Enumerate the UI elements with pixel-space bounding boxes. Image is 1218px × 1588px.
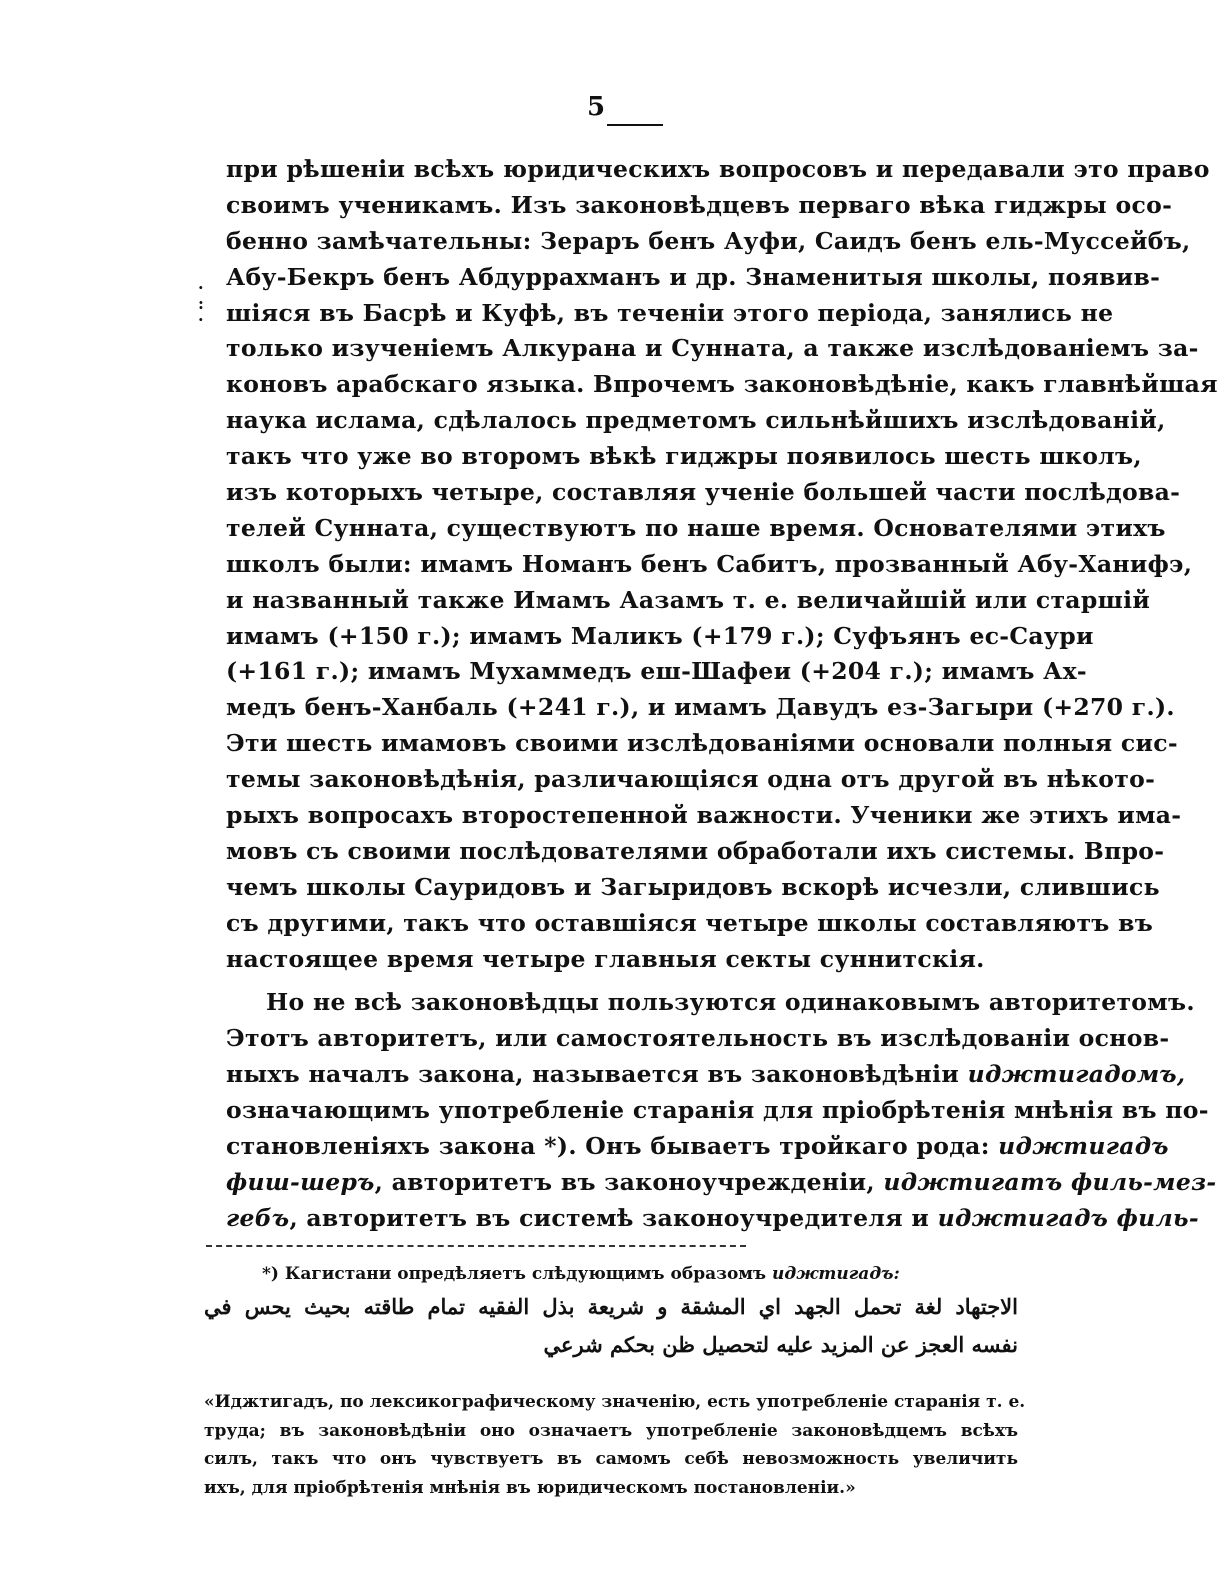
text-line: рыхъ вопросахъ второстепенной важности. Ученики же этихъ има- — [226, 801, 1182, 830]
footnote-line: труда; въ законовѣдѣніи оно означаетъ употребленіе законовѣдцемъ всѣхъ — [204, 1420, 1018, 1441]
footnote — [204, 1260, 1026, 1502]
text-line: коновъ арабскаго языка. Впрочемъ законовѣдѣніе, какъ главнѣйшая — [226, 370, 1218, 399]
footnote-line: силъ, такъ что онъ чувствуетъ въ самомъ себѣ невозможность увеличить — [204, 1449, 1018, 1469]
text-line: Абу-Бекръ бенъ Абдуррахманъ и др. Знаменитыя школы, появив- — [226, 262, 1161, 291]
footnote-intro-text: *) Кагистани опредѣляетъ слѣдующимъ образомъ — [262, 1264, 773, 1284]
text-line: школъ были: имамъ Номанъ бенъ Сабитъ, прозванный Абу-Ханифэ, — [226, 549, 1193, 578]
main-text — [226, 152, 1218, 1237]
italic-term: иджтигадъ — [998, 1132, 1169, 1161]
text-line — [226, 1165, 1217, 1201]
italic-term: иджтигадомъ, — [967, 1060, 1186, 1089]
italic-term: иджтигатъ филь-мез- — [883, 1167, 1217, 1196]
text-line: медъ бенъ-Ханбаль (+241 г.), и имамъ Давудъ ез-Загыри (+270 г.). — [226, 693, 1175, 722]
text-line: при рѣшеніи всѣхъ юридическихъ вопросовъ и передавали это право — [226, 155, 1210, 183]
arabic-quote-line: نفسه العجز عن المزيد عليه لتحصيل ظن بحكم شرعي — [543, 1332, 1018, 1357]
italic-term: фиш-шеръ — [226, 1167, 375, 1196]
text-line: только изученіемъ Алкурана и Сунната, а также изслѣдованіемъ за- — [226, 334, 1199, 363]
page-number: 5 — [586, 92, 606, 122]
text-line — [226, 1201, 1199, 1237]
footnote-translation — [204, 1388, 1026, 1502]
text-line: Эти шесть имамовъ своими изслѣдованіями основали полныя сис- — [226, 729, 1178, 758]
arabic-quote-line: الاجتهاد لغة تحمل الجهد اي المشقة و شريعة بذل الفقيه تمام طاقته بحيث يحس في — [204, 1294, 1018, 1319]
footnote-intro-term: иджтигадъ: — [772, 1264, 900, 1284]
text-line — [226, 1057, 1186, 1093]
text-line: настоящее время четыре главныя секты суннитскія. — [226, 944, 985, 973]
text-line: съ другими, такъ что оставшіяся четыре школы составляютъ въ — [226, 908, 1154, 937]
text-span: , авторитетъ въ системѣ законоучредителя и — [289, 1203, 938, 1232]
text-line: Но не всѣ законовѣдцы пользуются одинаковымъ авторитетомъ. — [266, 988, 1195, 1017]
text-line: и названный также Имамъ Аазамъ т. е. величайшій или старшій — [226, 585, 1151, 614]
text-line: телей Сунната, существуютъ по наше время. Основателями этихъ — [226, 513, 1166, 542]
italic-term: иджтигадъ филь- — [937, 1203, 1199, 1232]
text-line: изъ которыхъ четыре, составляя ученіе большей части послѣдова- — [226, 478, 1181, 507]
text-line: темы законовѣдѣнія, различающіяся одна отъ другой въ нѣкото- — [226, 765, 1156, 794]
text-line: чемъ школы Сауридовъ и Загыридовъ вскорѣ исчезли, слившись — [226, 872, 1160, 901]
text-line: наука ислама, сдѣлалось предметомъ сильнѣйшихъ изслѣдованій, — [226, 406, 1166, 435]
text-line: своимъ ученикамъ. Изъ законовѣдцевъ перваго вѣка гиджры осо- — [226, 190, 1173, 219]
text-line: означающимъ употребленіе старанія для пріобрѣтенія мнѣнія въ по- — [226, 1096, 1209, 1125]
italic-term: гебъ — [226, 1203, 290, 1232]
text-span: , авторитетъ въ законоучрежденіи, — [374, 1167, 884, 1196]
text-line: мовъ съ своими послѣдователями обработали ихъ системы. Впро- — [226, 836, 1165, 865]
text-line: бенно замѣчательны: Зераръ бенъ Ауфи, Саидъ бенъ ель-Муссейбъ, — [226, 226, 1191, 255]
text-line — [226, 1129, 1169, 1165]
footnote-intro — [204, 1260, 1018, 1288]
text-line: (+161 г.); имамъ Мухаммедъ еш-Шафеи (+204 г.); имамъ Ах- — [226, 657, 1087, 686]
footnote-line: «Иджтигадъ, по лексикографическому значенію, есть употребленіе старанія т. е. — [204, 1392, 1026, 1412]
margin-marks: · : · — [198, 278, 204, 329]
text-line: шіяся въ Басрѣ и Куфѣ, въ теченіи этого періода, занялись не — [226, 298, 1114, 327]
text-line: имамъ (+150 г.); имамъ Маликъ (+179 г.); Суфъянъ ес-Саури — [226, 621, 1094, 650]
text-line: такъ что уже во второмъ вѣкѣ гиджры появилось шесть школъ, — [226, 442, 1142, 471]
text-span: ныхъ началъ закона, называется въ законовѣдѣніи — [226, 1060, 968, 1089]
footnote-separator — [206, 1245, 746, 1247]
footnote-line: ихъ, для пріобрѣтенія мнѣнія въ юридическомъ постановленіи.» — [204, 1477, 856, 1498]
text-span: становленіяхъ закона *). Онъ бываетъ тройкаго рода: — [226, 1132, 999, 1161]
page-number-rule — [607, 124, 663, 126]
text-line: Этотъ авторитетъ, или самостоятельность въ изслѣдованіи основ- — [226, 1024, 1170, 1053]
